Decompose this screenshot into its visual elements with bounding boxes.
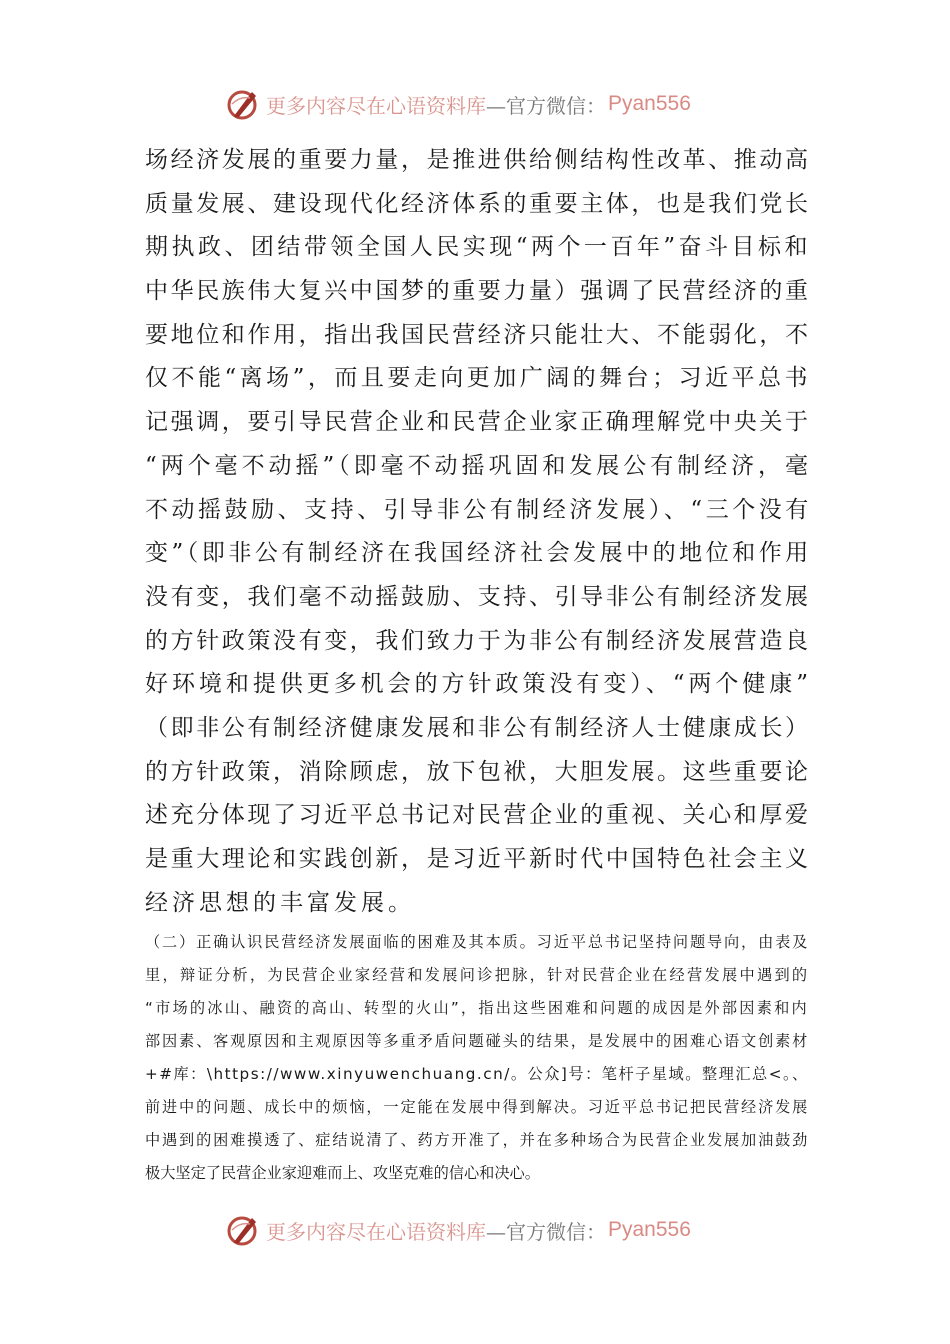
footer-banner — [226, 1210, 726, 1250]
text-line: 质量发展、建设现代化经济体系的重要主体，也是我们党长 — [145, 190, 811, 217]
text-line: 仅不能“离场”，而且要走向更加广阔的舞台；习近平总书 — [145, 365, 811, 392]
banner-site-text: 更多内容尽在心语资料库 — [266, 93, 486, 118]
quill-logo-icon — [226, 1212, 262, 1248]
banner-wechat-label: —官方微信： — [486, 1219, 606, 1244]
text-line: 中遇到的困难摸透了、症结说清了、药方开准了，并在多种场合为民营企业发展加油鼓劲 — [145, 1131, 810, 1149]
text-line: 部因素、客观原因和主观原因等多重矛盾问题碰头的结果，是发展中的困难心语文创素材 — [145, 1032, 810, 1050]
text-line: 记强调，要引导民营企业和民营企业家正确理解党中央关于 — [145, 409, 811, 436]
main-paragraph — [145, 139, 812, 925]
text-line: 述充分体现了习近平总书记对民营企业的重视、关心和厚爱 — [145, 802, 811, 829]
text-line: （二）正确认识民营经济发展面临的困难及其本质。习近平总书记坚持问题导向，由表及 — [145, 933, 810, 951]
header-banner — [226, 84, 726, 124]
text-line: 前进中的问题、成长中的烦恼，一定能在发展中得到解决。习近平总书记把民营经济发展 — [145, 1098, 810, 1116]
text-line: +#库：\https://www.xinyuwenchuang.cn/。公众]号：笔杆子星域。整理汇总<。、 — [145, 1065, 809, 1083]
text-line: 里，辩证分析，为民营企业家经营和发展问诊把脉，针对民营企业在经营发展中遇到的 — [145, 966, 810, 984]
text-line: 要地位和作用，指出我国民营经济只能壮大、不能弱化，不 — [145, 321, 811, 348]
text-line: 变”（即非公有制经济在我国经济社会发展中的地位和作用 — [145, 540, 812, 567]
text-line: “两个毫不动摇”（即毫不动摇巩固和发展公有制经济，毫 — [145, 452, 812, 479]
text-line: 好环境和提供更多机会的方针政策没有变）、“两个健康” — [145, 671, 812, 698]
text-line: 期执政、团结带领全国人民实现“两个一百年”奋斗目标和 — [145, 234, 811, 261]
text-line: 极大坚定了民营企业家迎难而上、攻坚克难的信心和决心。 — [145, 1164, 540, 1182]
text-line: 经济思想的丰富发展。 — [145, 889, 415, 916]
text-line: 的方针政策没有变，我们致力于为非公有制经济发展营造良 — [145, 627, 811, 654]
text-line: 中华民族伟大复兴中国梦的重要力量）强调了民营经济的重 — [145, 278, 811, 305]
banner-wechat-label: —官方微信： — [486, 93, 606, 118]
section-paragraph — [145, 926, 810, 1190]
text-line: 没有变，我们毫不动摇鼓励、支持、引导非公有制经济发展 — [145, 583, 811, 610]
quill-logo-icon — [226, 86, 262, 122]
text-line: 场经济发展的重要力量，是推进供给侧结构性改革、推动高 — [145, 147, 811, 173]
banner-wechat-id: Pyan556 — [608, 1218, 691, 1241]
text-line: 不动摇鼓励、支持、引导非公有制经济发展）、“三个没有 — [145, 496, 812, 523]
text-line: （即非公有制经济健康发展和非公有制经济人士健康成长） — [145, 714, 811, 741]
text-line: 的方针政策，消除顾虑，放下包袱，大胆发展。这些重要论 — [145, 758, 811, 785]
banner-wechat-id: Pyan556 — [608, 92, 691, 115]
text-line: “市场的冰山、融资的高山、转型的火山”，指出这些困难和问题的成因是外部因素和内 — [145, 999, 809, 1017]
banner-site-text: 更多内容尽在心语资料库 — [266, 1219, 486, 1244]
text-line: 是重大理论和实践创新，是习近平新时代中国特色社会主义 — [145, 846, 811, 872]
